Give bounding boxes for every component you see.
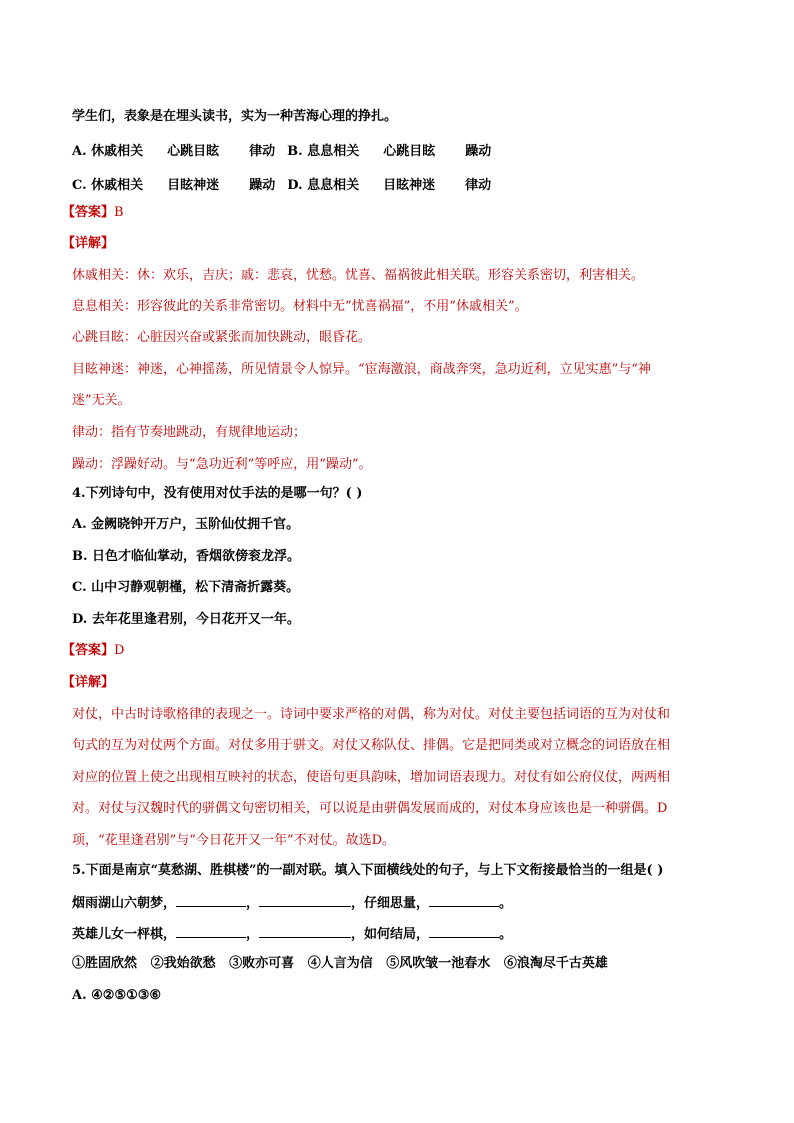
q4-option-b: B. 日色才临仙掌动，香烟欲傍衮龙浮。 [72,549,301,564]
fill-blank [429,923,499,938]
answer-label: 【答案】 [62,205,115,220]
couplet-text: ，如何结局， [351,927,430,942]
q3-option-d-2: 目眩神迷 [383,178,436,193]
q3-option-c: C. 休戚相关 [72,178,144,193]
q3-detail-label: 【详解】 [62,236,115,251]
q3-options-cd [72,176,491,196]
q3-option-b: B. 息息相关 [287,144,360,159]
q3-answer [62,203,124,223]
q3-detail-line: 目眩神迷：神迷，心神摇荡，所见情景令人惊异。“宦海激浪，商战奔突，急功近利，立见实惠”与“神 [72,362,651,377]
q3-option-a-3: 律动 [249,144,276,159]
q5-couplet-line-2 [72,923,512,945]
q3-option-c-3: 躁动 [249,178,276,193]
fill-blank [176,923,246,938]
couplet-text: ，仔细思量， [351,896,430,911]
q5-couplet-line-1 [72,892,512,914]
q3-option-a-2: 心跳目眩 [167,144,220,159]
q3-detail-line: 息息相关：形容彼此的关系非常密切。材料中无“忧喜祸福”，不用“休戚相关”。 [72,299,528,314]
q5-choices: ①胜固欣然 ②我始欲愁 ③败亦可喜 ④人言为信 ⑤风吹皱一池春水 ⑥浪淘尽千古英雄 [72,956,608,971]
q4-stem: 4.下列诗句中，没有使用对仗手法的是哪一句？( ) [72,486,363,501]
couplet-text: ， [246,927,260,942]
couplet-text: 。 [499,896,513,911]
q4-detail-line: 项，“花里逢君别”与“今日花开又一年”不对仗。故选D。 [72,833,396,848]
q5-option-a: A. ④②⑤①③⑥ [72,988,162,1003]
couplet-text: 烟雨湖山六朝梦， [72,896,177,911]
q3-detail-line: 休戚相关：休：欢乐，吉庆；戚：悲哀，忧愁。忧喜、福祸彼此相关联。形容关系密切，利害相关。 [72,268,645,283]
couplet-text: 。 [499,927,513,942]
q4-option-d: D. 去年花里逢君别，今日花开又一年。 [72,612,300,627]
fill-blank [259,923,351,938]
q4-answer [62,641,124,661]
q3-option-b-2: 心跳目眩 [383,144,436,159]
fill-blank [259,892,351,907]
q4-detail-line: 句式的互为对仗两个方面。对仗多用于骈文。对仗又称队仗、排偶。它是把同类或对立概念的词语放在相 [72,738,671,753]
q5-stem: 5.下面是南京“莫愁湖、胜棋楼”的一副对联。填入下面横线处的句子，与上下文衔接最恰当的一组是( ) [72,863,664,878]
q3-option-b-3: 躁动 [465,144,492,159]
q3-detail-line: 心跳目眩：心脏因兴奋或紧张而加快跳动，眼昏花。 [72,330,372,345]
q3-detail-line: 律动：指有节奏地跳动，有规律地运动； [72,425,307,440]
q4-option-c: C. 山中习静观朝槿，松下清斋折露葵。 [72,580,300,595]
fill-blank [176,892,246,907]
answer-value: B [114,205,124,220]
q4-detail-line: 对。对仗与汉魏时代的骈偶文句密切相关，可以说是由骈偶发展而成的，对仗本身应该也是一种骈偶。D [72,801,668,816]
q4-detail-line: 对应的位置上使之出现相互映衬的状态，使语句更具韵味，增加词语表现力。对仗有如公府仪仗，两两相 [72,770,671,785]
q3-stem-tail: 学生们，表象是在埋头读书，实为一种苦海心理的挣扎。 [72,109,398,124]
q3-detail-line: 躁动：浮躁好动。与“急功近利”等呼应，用“躁动”。 [72,457,372,472]
answer-label: 【答案】 [62,643,115,658]
fill-blank [429,892,499,907]
answer-value: D [114,643,125,658]
q3-detail-line: 迷”无关。 [72,393,131,408]
q4-detail-line: 对仗，中古时诗歌格律的表现之一。诗词中要求严格的对偶，称为对仗。对仗主要包括词语的互为对仗和 [72,707,671,722]
couplet-text: ， [246,896,260,911]
q4-detail-label: 【详解】 [62,675,115,690]
q3-option-d-3: 律动 [465,178,492,193]
q3-option-a: A. 休戚相关 [72,144,144,159]
couplet-text: 英雄儿女一枰棋， [72,927,177,942]
q3-option-c-2: 目眩神迷 [167,178,220,193]
q4-option-a: A. 金阙晓钟开万户，玉阶仙仗拥千官。 [72,517,300,532]
q3-option-d: D. 息息相关 [287,178,360,193]
q3-options-ab [72,142,491,162]
